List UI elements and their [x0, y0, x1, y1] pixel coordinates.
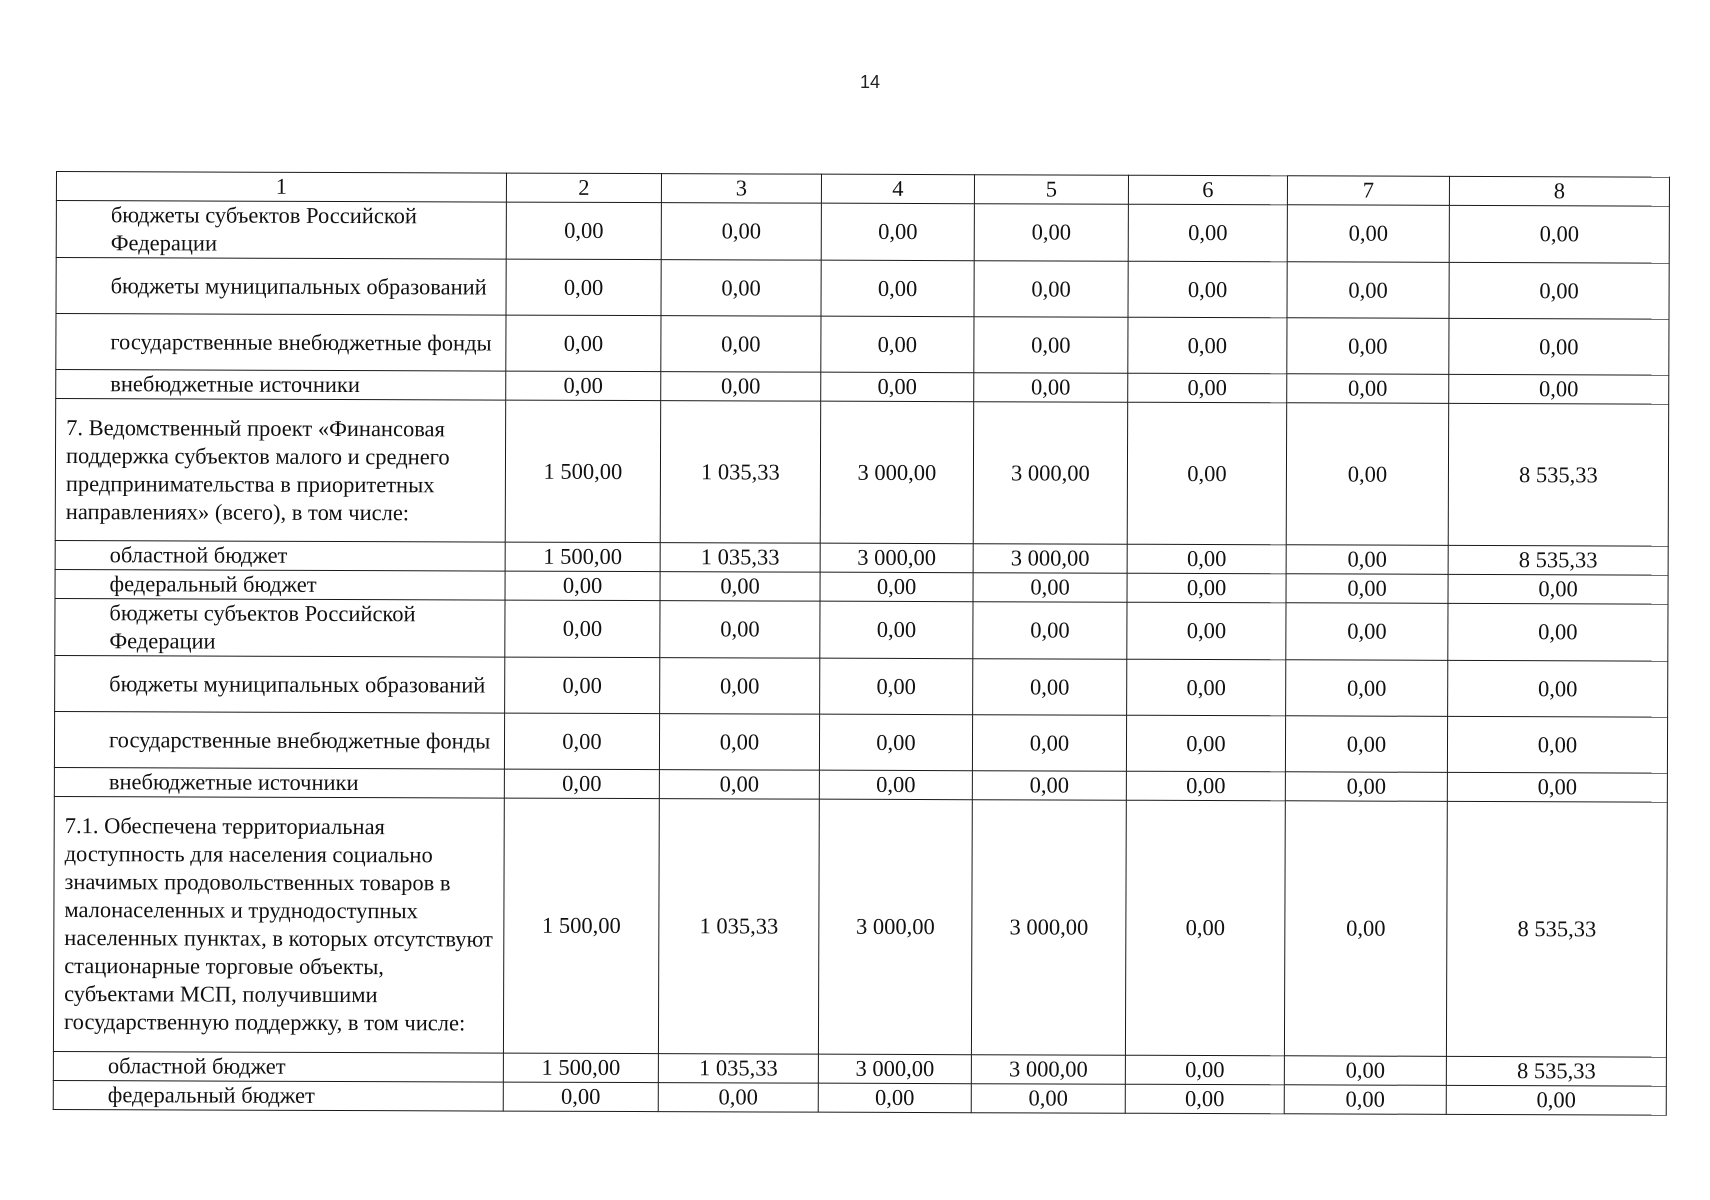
- column-number: 5: [974, 175, 1128, 205]
- value-cell: 0,00: [661, 260, 821, 317]
- value-cell: 0,00: [1448, 603, 1668, 661]
- value-cell: 0,00: [505, 600, 660, 658]
- value-cell: 3 000,00: [973, 544, 1127, 574]
- value-cell: 0,00: [819, 770, 972, 800]
- value-cell: 0,00: [818, 1083, 971, 1113]
- value-cell: 0,00: [1125, 1055, 1284, 1085]
- value-cell: 0,00: [1286, 545, 1448, 575]
- value-cell: 0,00: [1286, 603, 1448, 661]
- table-row-section: [55, 399, 1668, 547]
- value-cell: 1 500,00: [505, 400, 660, 543]
- value-cell: 1 500,00: [505, 542, 660, 572]
- value-cell: 3 000,00: [973, 402, 1127, 545]
- value-cell: 0,00: [661, 316, 821, 373]
- value-cell: 0,00: [1125, 800, 1285, 1056]
- value-cell: 0,00: [1128, 373, 1287, 403]
- value-cell: 0,00: [1287, 205, 1449, 263]
- value-cell: 1 035,33: [658, 799, 819, 1055]
- value-cell: 0,00: [973, 573, 1127, 603]
- value-cell: 0,00: [661, 203, 821, 261]
- value-cell: 0,00: [1448, 574, 1668, 604]
- value-cell: 0,00: [1449, 262, 1669, 319]
- row-name-cell: областной бюджет: [55, 540, 505, 571]
- value-cell: 0,00: [1128, 261, 1287, 318]
- column-number: 1: [56, 172, 506, 203]
- value-cell: 0,00: [1126, 715, 1285, 772]
- value-cell: 0,00: [1284, 1085, 1446, 1115]
- value-cell: 0,00: [506, 315, 661, 372]
- value-cell: 1 035,33: [658, 1054, 818, 1084]
- value-cell: 0,00: [1127, 573, 1286, 603]
- value-cell: 1 500,00: [503, 1053, 658, 1083]
- value-cell: 0,00: [1287, 262, 1449, 319]
- row-name-cell: 7. Ведомственный проект «Финансовая поддержка субъектов малого и среднего предпринимательства в приоритетных направлениях» (всего), в том числе:: [55, 399, 505, 543]
- value-cell: 0,00: [1126, 771, 1285, 801]
- table-row: [56, 314, 1669, 376]
- value-cell: 0,00: [1127, 659, 1286, 716]
- value-cell: 8 535,33: [1446, 1056, 1666, 1086]
- value-cell: 0,00: [973, 659, 1127, 716]
- table-row: [56, 258, 1669, 320]
- value-cell: 0,00: [973, 602, 1127, 660]
- value-cell: 0,00: [660, 572, 820, 602]
- value-cell: 0,00: [1285, 772, 1447, 802]
- value-cell: 0,00: [1125, 1084, 1284, 1114]
- value-cell: 0,00: [821, 316, 974, 373]
- value-cell: 0,00: [1447, 716, 1667, 773]
- value-cell: 0,00: [504, 713, 659, 770]
- table-row: [54, 711, 1667, 773]
- value-cell: 0,00: [1286, 660, 1448, 717]
- column-number: 3: [661, 174, 821, 204]
- value-cell: 1 035,33: [660, 401, 820, 544]
- value-cell: 0,00: [1287, 374, 1449, 404]
- value-cell: 0,00: [1287, 318, 1449, 375]
- row-name-cell: федеральный бюджет: [53, 1080, 503, 1111]
- column-number: 2: [506, 173, 661, 203]
- table-row: [55, 598, 1668, 661]
- value-cell: 0,00: [820, 658, 973, 715]
- column-number: 8: [1449, 176, 1669, 206]
- value-cell: 0,00: [1127, 602, 1286, 660]
- value-cell: 0,00: [972, 771, 1126, 801]
- value-cell: 0,00: [974, 317, 1128, 374]
- row-name-cell: 7.1. Обеспечена территориальная доступность для населения социально значимых продовольственных товаров в малонаселенных и труднодоступных населенных пунктах, в которых отсутствуют стационарные торговые объекты, субъектами МСП, получившими государственную поддержку, в том числе:: [53, 796, 504, 1053]
- value-cell: 8 535,33: [1448, 545, 1668, 575]
- row-name-cell: государственные внебюджетные фонды: [56, 314, 506, 372]
- table-row: [55, 655, 1668, 717]
- value-cell: 0,00: [660, 658, 820, 715]
- column-number: 7: [1287, 176, 1449, 206]
- value-cell: 0,00: [505, 571, 660, 601]
- value-cell: 0,00: [1285, 716, 1447, 773]
- value-cell: 0,00: [821, 372, 974, 402]
- value-cell: 0,00: [1286, 574, 1448, 604]
- value-cell: 1 035,33: [660, 543, 820, 573]
- value-cell: 0,00: [658, 1083, 818, 1113]
- column-number: 4: [821, 174, 974, 204]
- table-row-section: [53, 796, 1667, 1057]
- value-cell: 0,00: [1286, 403, 1448, 546]
- value-cell: 0,00: [659, 770, 819, 800]
- value-cell: 1 500,00: [503, 798, 659, 1054]
- value-cell: 0,00: [659, 714, 819, 771]
- value-cell: 0,00: [971, 1084, 1125, 1114]
- value-cell: 0,00: [506, 371, 661, 401]
- row-name-cell: федеральный бюджет: [55, 569, 505, 600]
- value-cell: 0,00: [1448, 660, 1668, 717]
- row-name-cell: внебюджетные источники: [56, 370, 506, 401]
- value-cell: 3 000,00: [820, 401, 973, 544]
- value-cell: 0,00: [506, 259, 661, 316]
- row-name-cell: бюджеты муниципальных образований: [55, 655, 505, 713]
- value-cell: 0,00: [1128, 317, 1287, 374]
- value-cell: 0,00: [1284, 1056, 1446, 1086]
- row-name-cell: бюджеты муниципальных образований: [56, 258, 506, 316]
- value-cell: 0,00: [506, 202, 661, 260]
- value-cell: 0,00: [974, 204, 1128, 262]
- value-cell: 0,00: [820, 572, 973, 602]
- value-cell: 0,00: [821, 203, 974, 261]
- page-number: 14: [859, 72, 881, 92]
- value-cell: 0,00: [1127, 402, 1286, 545]
- value-cell: 0,00: [819, 714, 972, 771]
- value-cell: 3 000,00: [818, 1054, 971, 1084]
- value-cell: 0,00: [1449, 205, 1669, 263]
- table-row: [56, 201, 1669, 264]
- value-cell: 0,00: [1449, 374, 1669, 404]
- value-cell: 0,00: [1128, 204, 1287, 262]
- value-cell: 0,00: [1284, 801, 1447, 1057]
- value-cell: 0,00: [504, 769, 659, 799]
- column-number: 6: [1128, 175, 1287, 205]
- value-cell: 0,00: [972, 715, 1126, 772]
- table-body: [53, 172, 1669, 1116]
- table-row: [53, 1080, 1666, 1115]
- row-name-cell: областной бюджет: [53, 1051, 503, 1082]
- value-cell: 0,00: [1447, 772, 1667, 802]
- value-cell: 0,00: [820, 601, 973, 659]
- value-cell: 0,00: [821, 260, 974, 317]
- value-cell: 0,00: [505, 657, 660, 714]
- value-cell: 0,00: [661, 372, 821, 402]
- value-cell: 3 000,00: [818, 799, 972, 1055]
- value-cell: 3 000,00: [820, 543, 973, 573]
- value-cell: 0,00: [974, 261, 1128, 318]
- value-cell: 3 000,00: [971, 800, 1126, 1056]
- budget-table: [53, 171, 1670, 1116]
- value-cell: 0,00: [660, 601, 820, 659]
- value-cell: 0,00: [1446, 1085, 1666, 1115]
- row-name-cell: бюджеты субъектов Российской Федерации: [55, 598, 505, 657]
- value-cell: 0,00: [503, 1082, 658, 1112]
- value-cell: 8 535,33: [1446, 801, 1667, 1057]
- value-cell: 0,00: [974, 373, 1128, 403]
- value-cell: 3 000,00: [971, 1055, 1125, 1085]
- row-name-cell: внебюджетные источники: [54, 767, 504, 798]
- value-cell: 0,00: [1449, 318, 1669, 375]
- value-cell: 0,00: [1127, 544, 1286, 574]
- value-cell: 8 535,33: [1448, 403, 1668, 546]
- row-name-cell: бюджеты субъектов Российской Федерации: [56, 201, 506, 260]
- row-name-cell: государственные внебюджетные фонды: [54, 711, 504, 769]
